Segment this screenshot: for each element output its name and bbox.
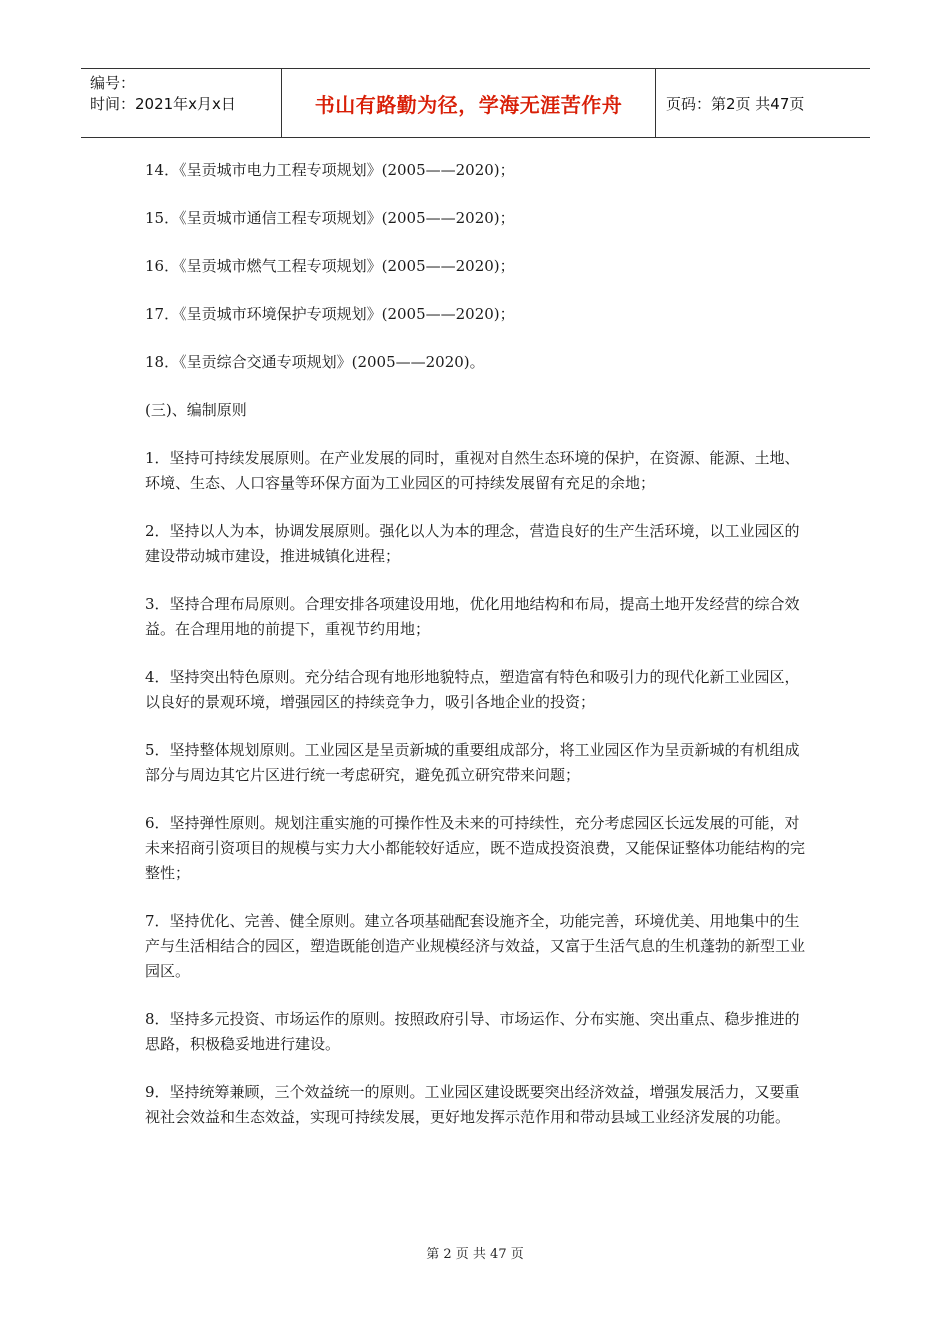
reference-item-17: 17．《呈贡城市环境保护专项规划》(2005——2020)；: [145, 305, 515, 323]
principle-4: 4．坚持突出特色原则。充分结合现有地形地貌特点，塑造富有特色和吸引力的现代化新工业园区，以良好的景观环境，增强园区的持续竞争力，吸引各地企业的投资；: [145, 668, 800, 711]
reference-item-16: 16．《呈贡城市燃气工程专项规划》(2005——2020)；: [145, 257, 515, 275]
reference-item-18: 18．《呈贡综合交通专项规划》(2005——2020)。: [145, 353, 485, 371]
document-number-label: 编号：: [90, 74, 136, 92]
document-body: [145, 158, 813, 1153]
principle-1: 1．坚持可持续发展原则。在产业发展的同时，重视对自然生态环境的保护，在资源、能源、土地、环境、生态、人口容量等环保方面为工业园区的可持续发展留有充足的余地；: [145, 449, 800, 492]
principle-8: 8．坚持多元投资、市场运作的原则。按照政府引导、市场运作、分布实施、突出重点、稳步推进的思路，积极稳妥地进行建设。: [145, 1010, 800, 1053]
principle-7: 7．坚持优化、完善、健全原则。建立各项基础配套设施齐全，功能完善，环境优美、用地集中的生产与生活相结合的园区，塑造既能创造产业规模经济与效益，又富于生活气息的生机蓬勃的新型工业园区。: [145, 912, 806, 980]
principle-6: 6．坚持弹性原则。规划注重实施的可操作性及未来的可持续性，充分考虑园区长远发展的可能，对未来招商引资项目的规模与实力大小都能较好适应，既不造成投资浪费，又能保证整体功能结构的完整性；: [145, 814, 806, 882]
page-header: [81, 68, 870, 138]
principle-2: 2．坚持以人为本，协调发展原则。强化以人为本的理念，营造良好的生产生活环境，以工业园区的建设带动城市建设，推进城镇化进程；: [145, 522, 800, 565]
header-page-info: 页码：第2页 共47页: [666, 94, 805, 113]
reference-item-14: 14．《呈贡城市电力工程专项规划》(2005——2020)；: [145, 161, 515, 179]
section-heading: (三)、编制原则: [145, 401, 247, 419]
header-motto: 书山有路勤为径，学海无涯苦作舟: [282, 69, 656, 137]
page-footer: 第 2 页 共 47 页: [426, 1247, 524, 1262]
principle-9: 9．坚持统筹兼顾，三个效益统一的原则。工业园区建设既要突出经济效益，增强发展活力，又要重视社会效益和生态效益，实现可持续发展，更好地发挥示范作用和带动县域工业经济发展的功能。: [145, 1083, 800, 1126]
reference-item-15: 15．《呈贡城市通信工程专项规划》(2005——2020)；: [145, 209, 515, 227]
principle-5: 5．坚持整体规划原则。工业园区是呈贡新城的重要组成部分，将工业园区作为呈贡新城的有机组成部分与周边其它片区进行统一考虑研究，避免孤立研究带来问题；: [145, 741, 800, 784]
principle-3: 3．坚持合理布局原则。合理安排各项建设用地，优化用地结构和布局，提高土地开发经营的综合效益。在合理用地的前提下，重视节约用地；: [145, 595, 800, 638]
header-meta: [81, 69, 282, 137]
document-date: 时间：2021年x月x日: [90, 95, 236, 113]
